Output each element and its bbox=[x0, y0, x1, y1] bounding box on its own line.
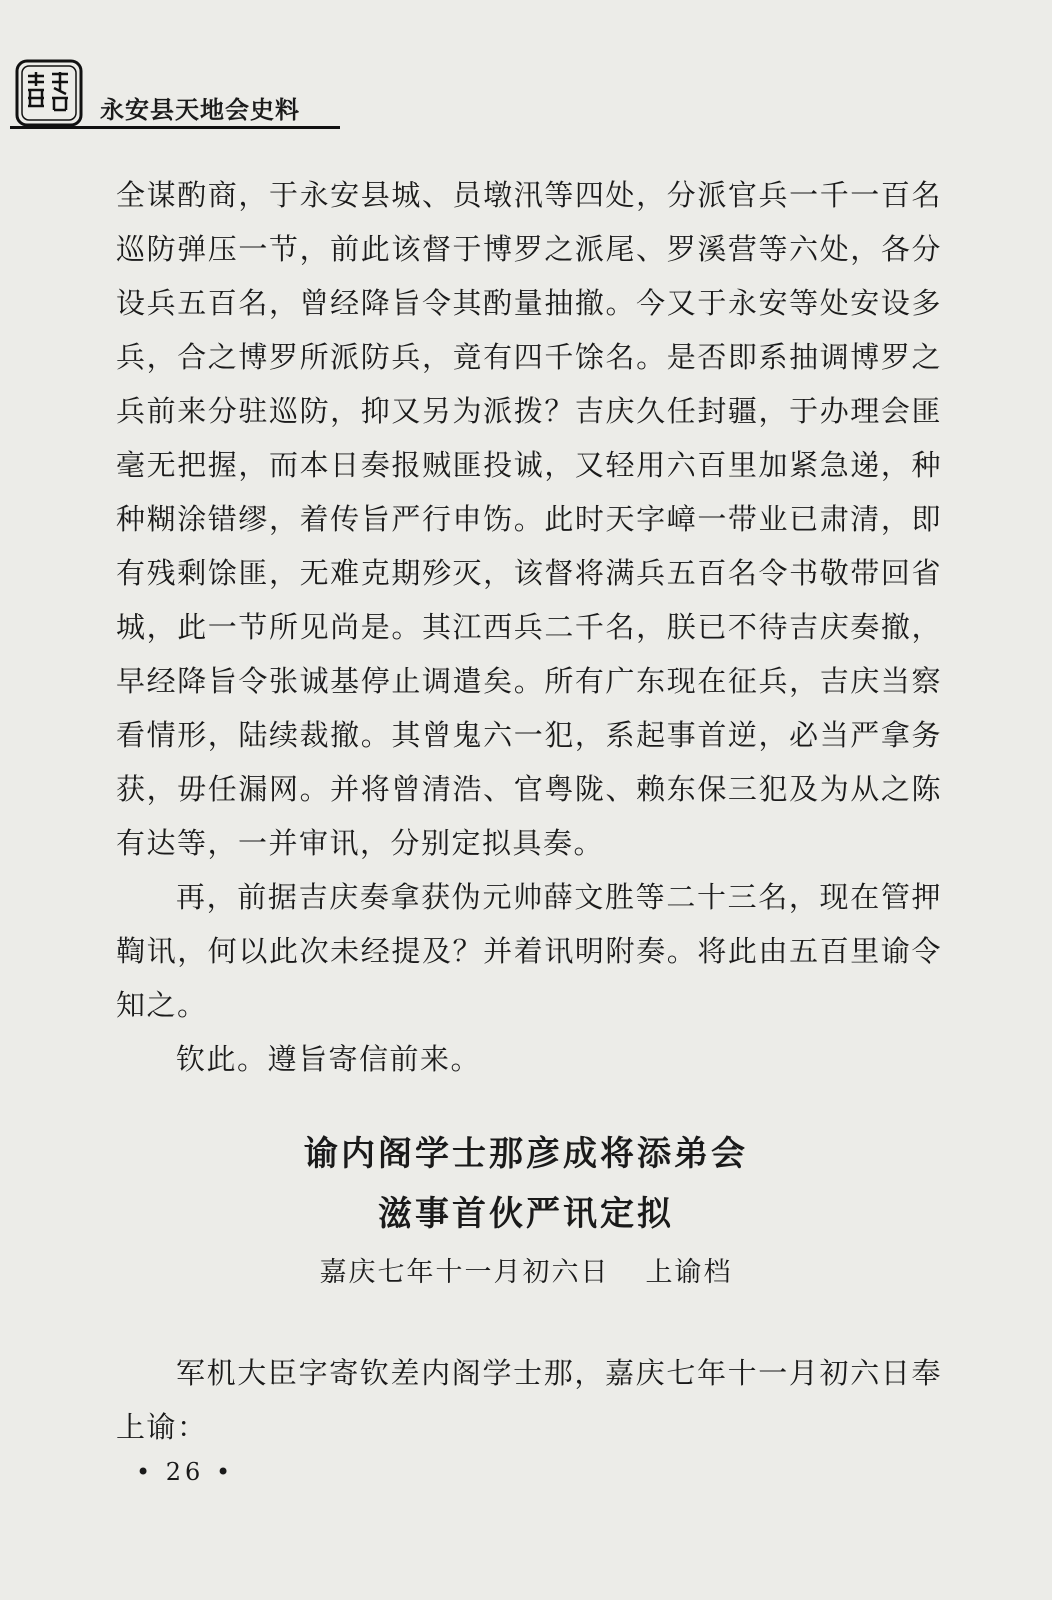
paragraph: 军机大臣字寄钦差内阁学士那，嘉庆七年十一月初六日奉上谕： bbox=[116, 1356, 942, 1444]
main-text bbox=[116, 168, 942, 1086]
paragraph: 钦此。遵旨寄信前来。 bbox=[176, 1042, 482, 1076]
page-number: • 26 • bbox=[136, 1458, 235, 1486]
paragraph: 再，前据吉庆奏拿获伪元帅薛文胜等二十三名，现在管押鞫讯，何以此次未经提及？并着讯明附奏。将此由五百里谕令知之。 bbox=[116, 880, 942, 1022]
paragraph: 全谋酌商，于永安县城、员墩汛等四处，分派官兵一千一百名巡防弹压一节，前此该督于博罗之派尾、罗溪营等六处，各分设兵五百名，曾经降旨令其酌量抽撤。今又于永安等处安设多兵，合之博罗所派防兵，竟有四千馀名。是否即系抽调博罗之兵前来分驻巡防，抑又另为派拨？吉庆久任封疆，于办理会匪毫无把握，而本日奏报贼匪投诚，又轻用六百里加紧急递，种种糊涂错缪，着传旨严行申饬。此时天字嶂一带业已肃清，即有残剩馀匪，无难克期殄灭，该督将满兵五百名令书敬带回省城，此一节所见尚是。其江西兵二千名，朕已不待吉庆奏撤，早经降旨令张诚基停止调遣矣。所有广东现在征兵，吉庆当察看情形，陆续裁撤。其曾鬼六一犯，系起事首逆，必当严拿务获，毋任漏网。并将曾清浩、官粤陇、赖东保三犯及为从之陈有达等，一并审讯，分别定拟具奏。 bbox=[116, 178, 942, 860]
header-divider bbox=[10, 126, 340, 129]
seal-stamp-icon bbox=[14, 58, 84, 128]
running-header-title: 永安县天地会史料 bbox=[100, 96, 300, 124]
section-text bbox=[116, 1346, 942, 1454]
section-title-line-2: 滋事首伙严讯定拟 bbox=[378, 1194, 674, 1234]
section-source: 上谕档 bbox=[645, 1257, 733, 1288]
section-date: 嘉庆七年十一月初六日 bbox=[319, 1257, 610, 1288]
section-subheading bbox=[0, 1250, 1052, 1289]
section-title-line-1: 谕内阁学士那彦成将添弟会 bbox=[304, 1134, 748, 1174]
